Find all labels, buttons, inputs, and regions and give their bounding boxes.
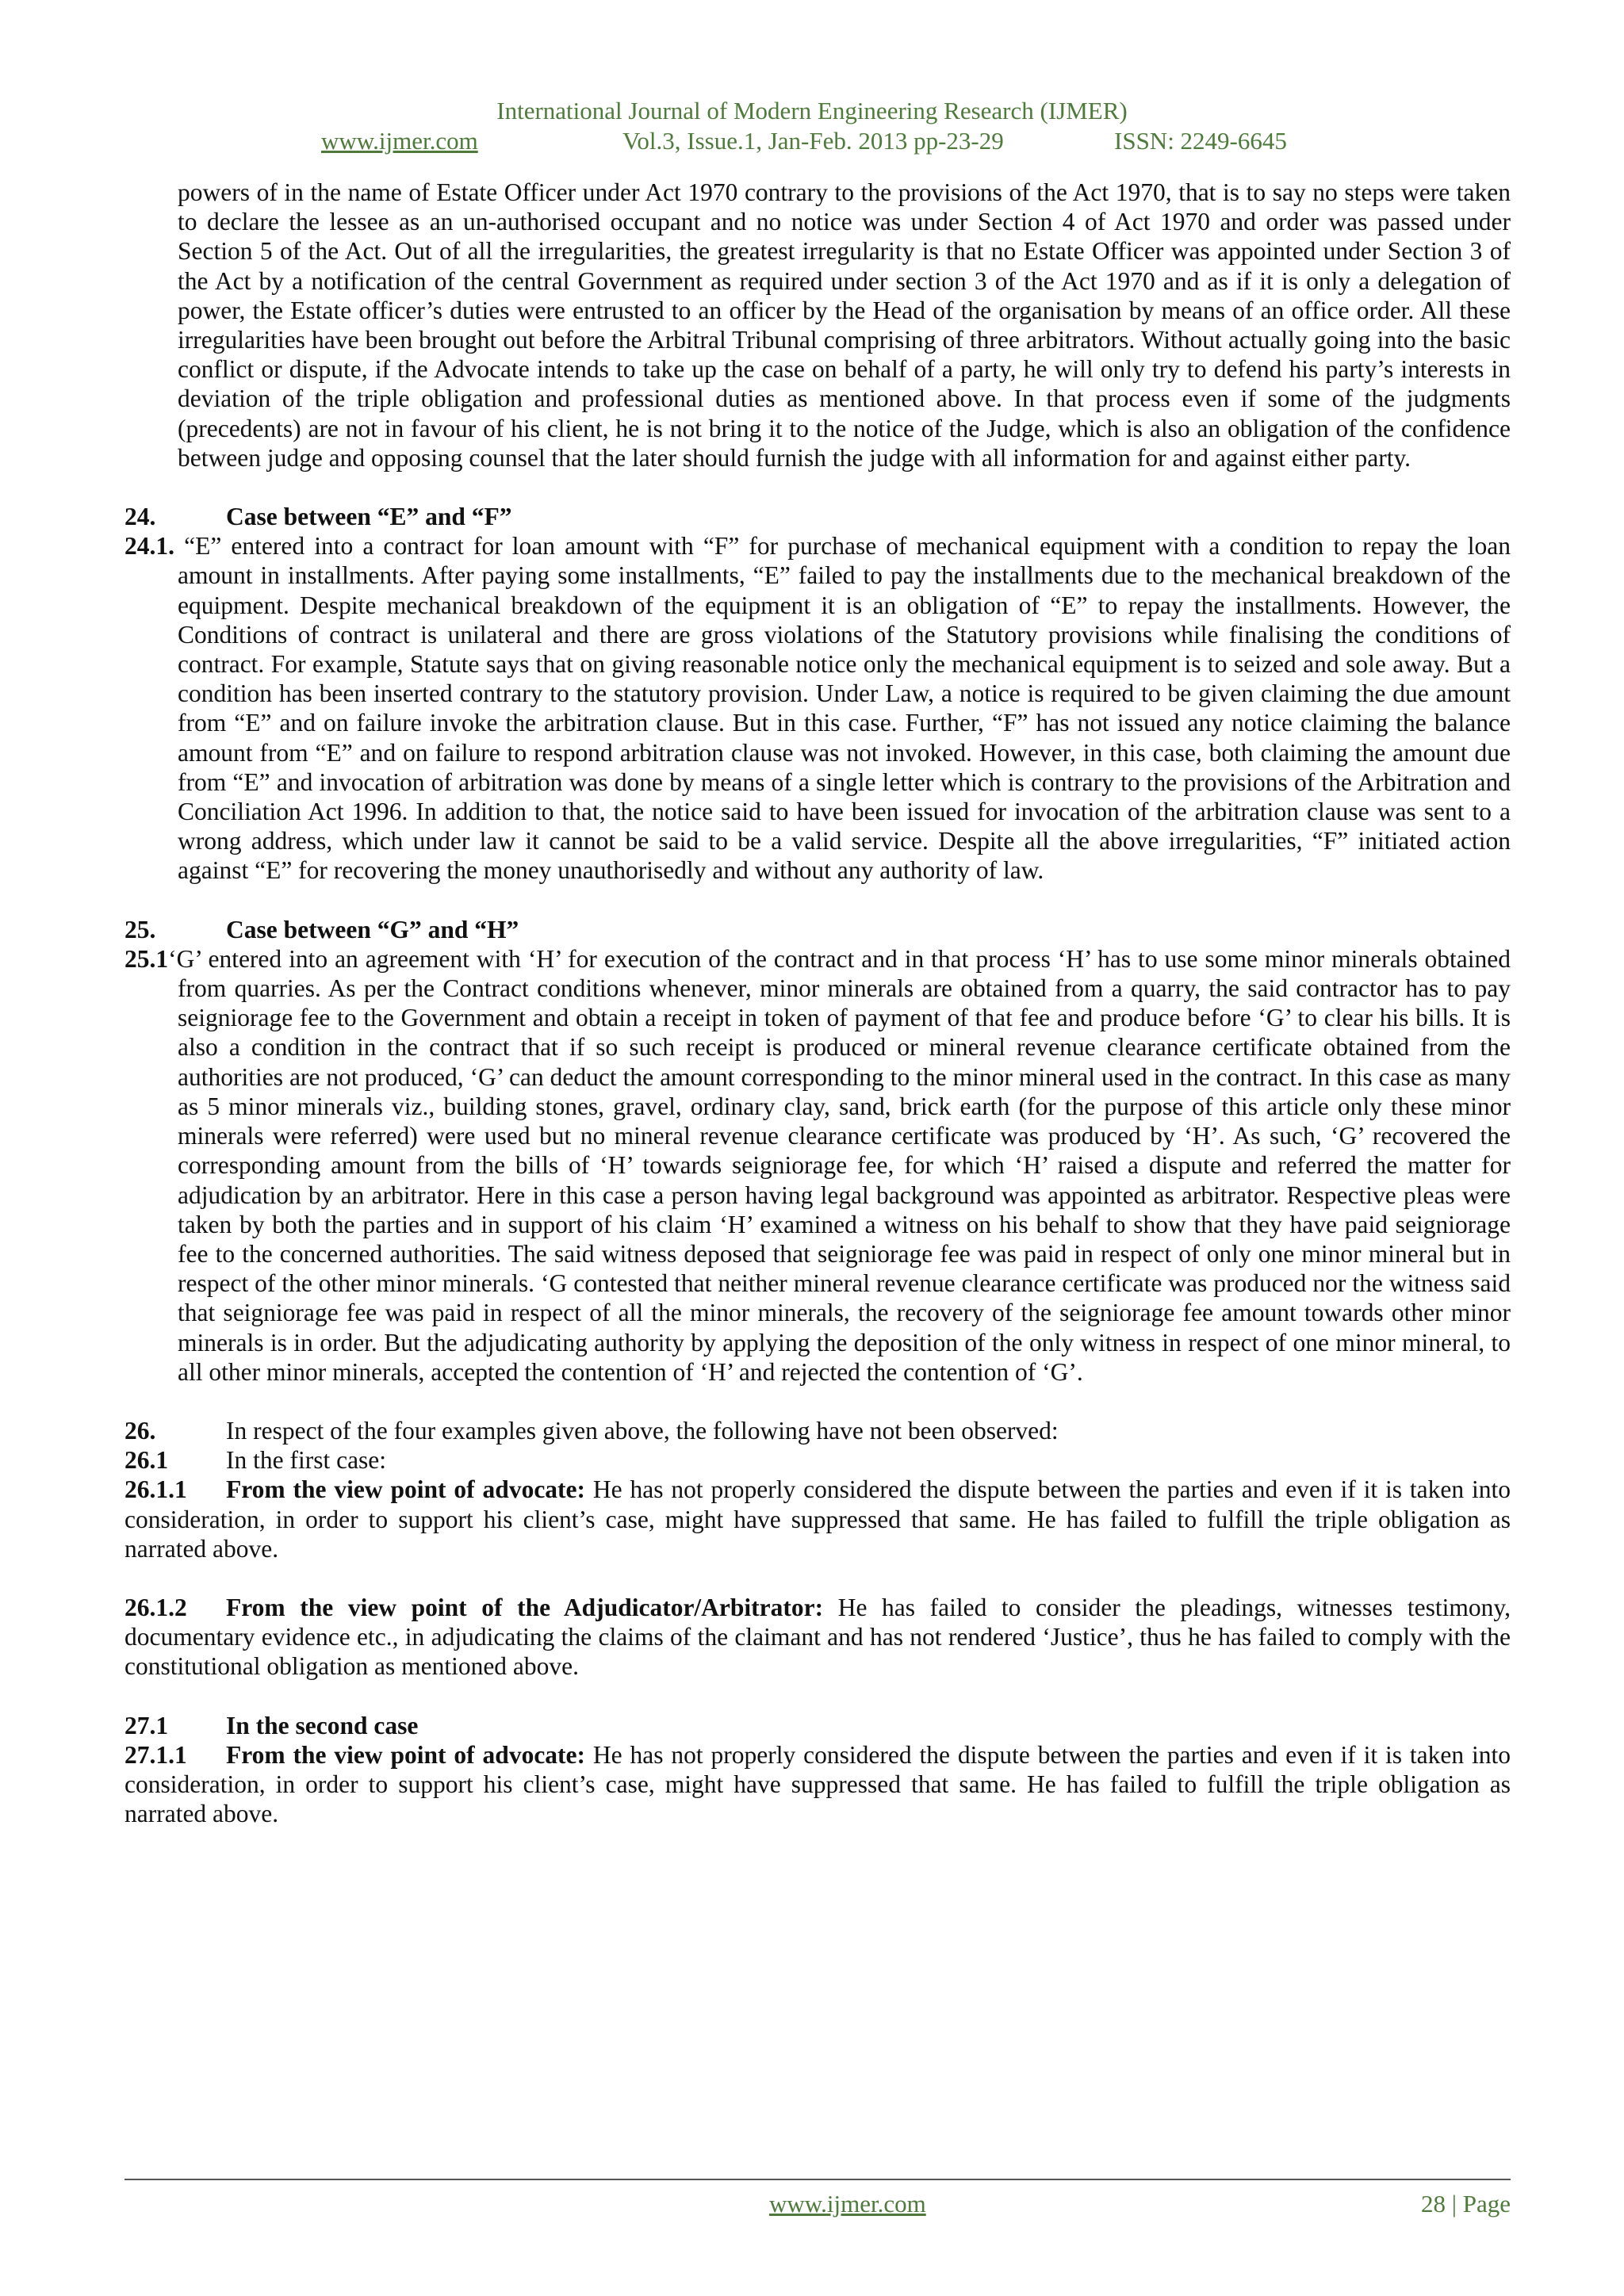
clause-number: 27.1.1 — [124, 1740, 187, 1769]
journal-title: International Journal of Modern Engineering Research (IJMER) — [496, 97, 1128, 124]
journal-meta-line — [321, 127, 1287, 155]
paragraph-text: He has failed to consider the pleadings, witnesses testimony, documentary evidence etc., in adjudicating the claims of the claimant and has not rendered ‘Justice’, thus he has failed to comply with the constitutional obligation as mentioned above. — [124, 1593, 1511, 1681]
page-number: 28 | Page — [1421, 2190, 1511, 2218]
section-number: 27.1 — [124, 1711, 169, 1739]
section-25-1-paragraph — [124, 944, 1511, 1387]
footer-site-link[interactable]: www.ijmer.com — [769, 2190, 926, 2218]
clause-label: From the view point of advocate: — [226, 1740, 586, 1769]
subsection-number: 26.1 — [124, 1446, 169, 1475]
section-26-1-2-paragraph — [124, 1593, 1511, 1682]
clause-number: 26.1.2 — [124, 1593, 187, 1621]
section-title: Case between “E” and “F” — [226, 503, 512, 531]
section-title: In the second case — [226, 1711, 419, 1739]
paragraph-text: “E” entered into a contract for loan amount with “F” for purchase of mechanical equipment with a condition to repay the loan amount in installments. After paying some installments, “E” failed to pay the installments due to the mechanical breakdown of the equipment. Despite mechanical breakdown of the equipment it is an obligation of “E” to repay the installments. However, the Conditions of contract is unilateral and there are gross violations of the Statutory provisions while finalising the conditions of contract. For example, Statute says that on giving reasonable notice only the mechanical equipment is to seized and sole away. But a condition has been inserted contrary to the statutory provision. Under Law, a notice is required to be given claiming the due amount from “E” and on failure invoke the arbitration clause. But in this case. Further, “F” has not issued any notice claiming the balance amount from “E” and on failure to respond arbitration clause was not invoked. However, in this case, both claiming the amount due from “E” and invocation of arbitration was done by means of a single letter which is contrary to the provisions of the Arbitration and Conciliation Act 1996. In addition to that, the notice said to have been issued for invocation of the arbitration clause was sent to a wrong address, which under law it cannot be said to be a valid service. Despite all the above irregularities, “F” initiated action against “E” for recovering the money unauthorisedly and without any authority of law. — [178, 532, 1511, 885]
intro-paragraph: powers of in the name of Estate Officer under Act 1970 contrary to the provisions of the Act 1970, that is to say no steps were taken to declare the lessee as an un-authorised occupant and no notice was under Section 4 of Act 1970 and order was passed under Section 5 of the Act. Out of all the irregularities, the greatest irregularity is that no Estate Officer was appointed under Section 3 of the Act by a notification of the central Government as required under section 3 of the Act 1970 and as if it is only a delegation of power, the Estate officer’s duties were entrusted to an officer by the Head of the organisation by means of an office order. All these irregularities have been brought out before the Arbitral Tribunal comprising of three arbitrators. Without actually going into the basic conflict or dispute, if the Advocate intends to take up the case on behalf of a party, he will only try to defend his party’s interests in deviation of the triple obligation and professional duties as mentioned above. In that process even if some of the judgments (precedents) are not in favour of his client, he is not bring it to the notice of the Judge, which is also an obligation of the confidence between judge and opposing counsel that the later should furnish the judge with all information for and against either party. — [178, 178, 1511, 472]
section-number: 24. — [124, 503, 156, 531]
footer-divider — [124, 2179, 1511, 2180]
section-24-heading — [124, 502, 1511, 531]
paragraph-text: In respect of the four examples given above, the following have not been observed: — [226, 1416, 1059, 1445]
subsection-number: 24.1. — [124, 532, 174, 561]
article-body — [124, 178, 1511, 1828]
clause-label: From the view point of the Adjudicator/Arbitrator: — [226, 1593, 824, 1621]
section-24-1-paragraph — [124, 531, 1511, 885]
clause-label: From the view point of advocate: — [226, 1475, 586, 1504]
journal-volume: Vol.3, Issue.1, Jan-Feb. 2013 pp-23-29 — [622, 127, 1004, 155]
section-title: Case between “G” and “H” — [226, 915, 519, 943]
paragraph-text: In the first case: — [226, 1446, 387, 1475]
subsection-number: 25.1 — [124, 944, 169, 973]
section-26-line — [124, 1416, 1511, 1445]
section-27-1-heading — [124, 1711, 1511, 1740]
journal-site-link[interactable]: www.ijmer.com — [321, 127, 478, 155]
section-26-1-line — [124, 1445, 1511, 1475]
clause-number: 26.1.1 — [124, 1475, 187, 1504]
paragraph-text: ‘G’ entered into an agreement with ‘H’ for execution of the contract and in that process ‘H’ has to use some minor minerals obtained from quarries. As per the Contract conditions whenever, minor minerals are obtained from a quarry, the said contractor has to pay seigniorage fee to the Government and obtain a receipt in token of payment of that fee and produce before ‘G’ to clear his bills. It is also a condition in the contract that if so such receipt is produced or mineral revenue clearance certificate obtained from the authorities are not produced, ‘G’ can deduct the amount corresponding to the minor mineral used in the contract. In this case as many as 5 minor minerals viz., building stones, gravel, ordinary clay, sand, brick earth (for the purpose of this article only these minor minerals were referred) were used but no mineral revenue clearance certificate was produced by ‘H’. As such, ‘G’ recovered the corresponding amount from the bills of ‘H’ towards seigniorage fee, for which ‘H’ raised a dispute and referred the matter for adjudication by an arbitrator. Here in this case a person having legal background was appointed as arbitrator. Respective pleas were taken by both the parties and in support of his claim ‘H’ examined a witness on his behalf to show that they have paid seigniorage fee to the concerned authorities. The said witness deposed that seigniorage fee was paid in respect of only one minor mineral but in respect of the other minor minerals. ‘G contested that neither mineral revenue clearance certificate was produced nor the witness said that seigniorage fee was paid in respect of all the minor minerals, the recovery of the seigniorage fee amount towards other minor minerals is in order. But the adjudicating authority by applying the deposition of the only witness in respect of one minor mineral, to all other minor minerals, accepted the contention of ‘H’ and rejected the contention of ‘G’. — [168, 944, 1511, 1386]
section-26-1-1-paragraph — [124, 1475, 1511, 1563]
section-27-1-1-paragraph — [124, 1740, 1511, 1829]
journal-issn: ISSN: 2249-6645 — [1114, 127, 1287, 155]
paragraph-text: He has not properly considered the dispute between the parties and even if it is taken into consideration, in order to support his client’s case, might have suppressed that same. He has failed to fulfill the triple obligation as narrated above. — [124, 1475, 1511, 1563]
section-number: 25. — [124, 915, 156, 943]
section-number: 26. — [124, 1416, 156, 1445]
section-25-heading — [124, 915, 1511, 944]
paragraph-text: He has not properly considered the dispute between the parties and even if it is taken into consideration, in order to support his client’s case, might have suppressed that same. He has failed to fulfill the triple obligation as narrated above. — [124, 1740, 1511, 1828]
